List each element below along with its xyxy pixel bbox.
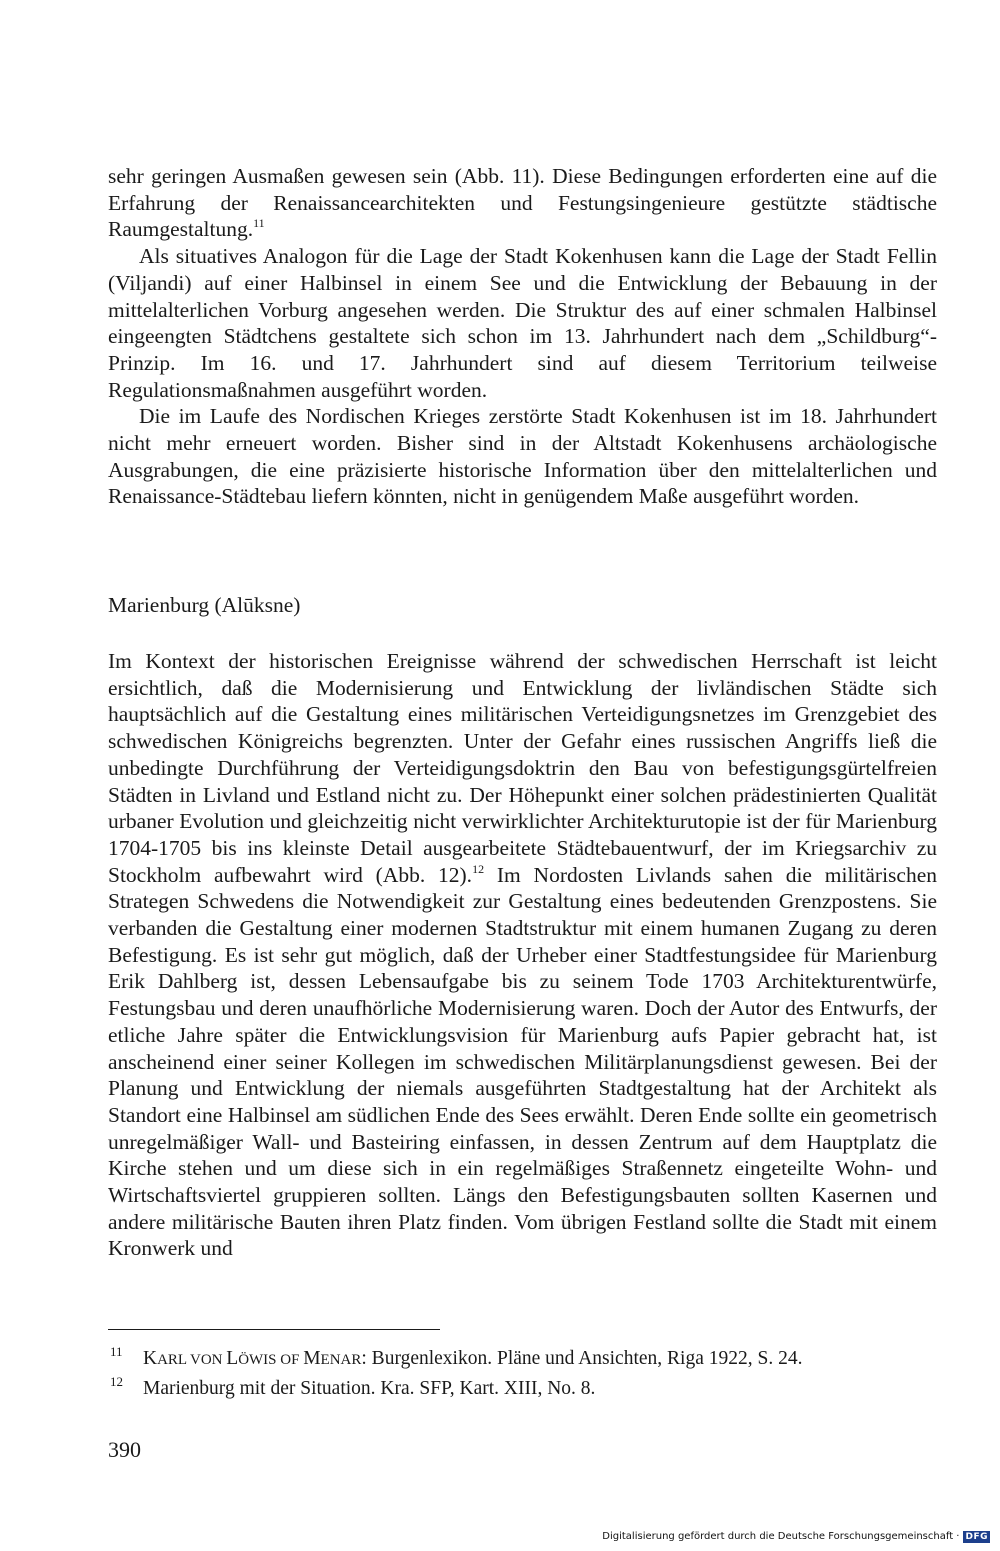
- paragraph-text: Im Kontext der historischen Ereignisse während der schwedischen Herrschaft ist leicht ersichtlich, daß die Modernisierung und Entwicklung der livländischen Städte sich hauptsächlich auf die Gestaltung eines militärischen Verteidigungsnetzes im Grenzgebiet des schwedischen Königreichs begrenzten. Unter der Gefahr eines russischen Angriffs ließ die unbedingte Durchführung der Verteidigungsdoktrin den Bau von befestigungsgürtelfreien Städten in Livland und Estland nicht zu. Der Höhepunkt einer solchen prädestinierten Qualität urbaner Evolution und gleichzeitig nicht verwirklichter Architekturutopie ist der für Marienburg 1704-1705 bis ins kleinste Detail ausgearbeitete Städtebauentwurf, der im Kriegsarchiv zu Stockholm aufbewahrt wird (Abb. 12).: [108, 649, 937, 887]
- digitization-credit: [602, 1531, 990, 1543]
- paragraph: Als situatives Analogon für die Lage der Stadt Kokenhusen kann die Lage der Stadt Fellin (Viljandi) auf einer Halbinsel in einem See und die Entwicklung der Bebauung in der mittelalterlichen Vorburg angesehen werden. Die Struktur des auf einer schmalen Halbinsel eingeengten Städtchens gestaltete sich schon im 13. Jahrhundert nach dem „Schildburg“-Prinzip. Im 16. und 17. Jahrhundert sind auf diesem Territorium teilweise Regulationsmaßnahmen ausgeführt worden.: [108, 244, 937, 402]
- paragraph-text: sehr geringen Ausmaßen gewesen sein (Abb. 11). Diese Bedingungen erforderten eine auf die Erfahrung der Renaissancearchitekten und Festungsingenieure gestützte städtische Raumgestaltung.: [108, 164, 937, 242]
- footnote-number: 12: [110, 1374, 123, 1389]
- dfg-logo-icon: DFG: [965, 1532, 988, 1542]
- footnote-separator: [108, 1329, 440, 1330]
- footnote-reference[interactable]: 11: [253, 216, 265, 231]
- credit-text: Digitalisierung gefördert durch die Deutsche Forschungsgemeinschaft ·: [602, 1531, 960, 1542]
- page-number: 390: [108, 1437, 141, 1462]
- paragraph: [108, 163, 937, 243]
- footnote-text: Marienburg mit der Situation. Kra. SFP, Kart. XIII, No. 8.: [143, 1378, 596, 1399]
- body-text-section: [108, 648, 937, 1262]
- body-text-top: [108, 163, 937, 510]
- footnote-number: 11: [110, 1344, 123, 1359]
- section-heading: Marienburg (Alūksne): [108, 593, 301, 617]
- paragraph-text: Im Nordosten Livlands sahen die militärischen Strategen Schwedens die Notwendigkeit zur Gestaltung eines bedeutenden Grenzpostens. Sie verbanden die Gestaltung einer modernen Stadtstruktur mit einem humanen Zugang zu deren Befestigung. Es ist sehr gut möglich, daß der Urheber einer Stadtfestungsidee für Marienburg Erik Dahlberg ist, dessen Lebensaufgabe bis zu seinem Tode 1703 Architekturentwürfe, Festungsbau und deren unaufhörliche Modernisierung waren. Doch der Autor des Entwurfs, der etliche Jahre später die Entwicklungsvision für Marienburg aufs Papier gebracht hat, ist anscheinend einer seiner Kollegen im schwedischen Militärplanungsdienst gewesen. Bei der Planung und Entwicklung der niemals ausgeführten Stadtgestaltung hat der Architekt als Standort eine Halbinsel am südlichen Ende des Sees erwählt. Deren Ende sollte ein geometrisch unregelmäßiger Wall- und Basteiring einfassen, in dessen Zentrum auf dem Hauptplatz die Kirche stehen und um diese sich in ein regelmäßiges Straßennetz eingeteilte Wohn- und Wirtschaftsviertel gruppieren sollten. Längs den Befestigungsbauten sollten Kasernen und andere militärische Bauten ihren Platz finden. Vom übrigen Festland sollte die Stadt mit einem Kronwerk und: [108, 862, 937, 1261]
- paragraph: [108, 648, 937, 1262]
- footnote-reference[interactable]: 12: [472, 861, 485, 876]
- paragraph: Die im Laufe des Nordischen Krieges zerstörte Stadt Kokenhusen ist im 18. Jahrhundert nicht mehr erneuert worden. Bisher sind in der Altstadt Kokenhusens archäologische Ausgrabungen, die eine präzisierte historische Information über den mittelalterlichen und Renaissance-Städtebau liefern könnten, nicht in genügendem Maße ausgeführt worden.: [108, 404, 937, 509]
- footnote-text: KARL VON LÖWIS OF MENAR: Burgenlexikon. Pläne und Ansichten, Riga 1922, S. 24.: [143, 1348, 803, 1369]
